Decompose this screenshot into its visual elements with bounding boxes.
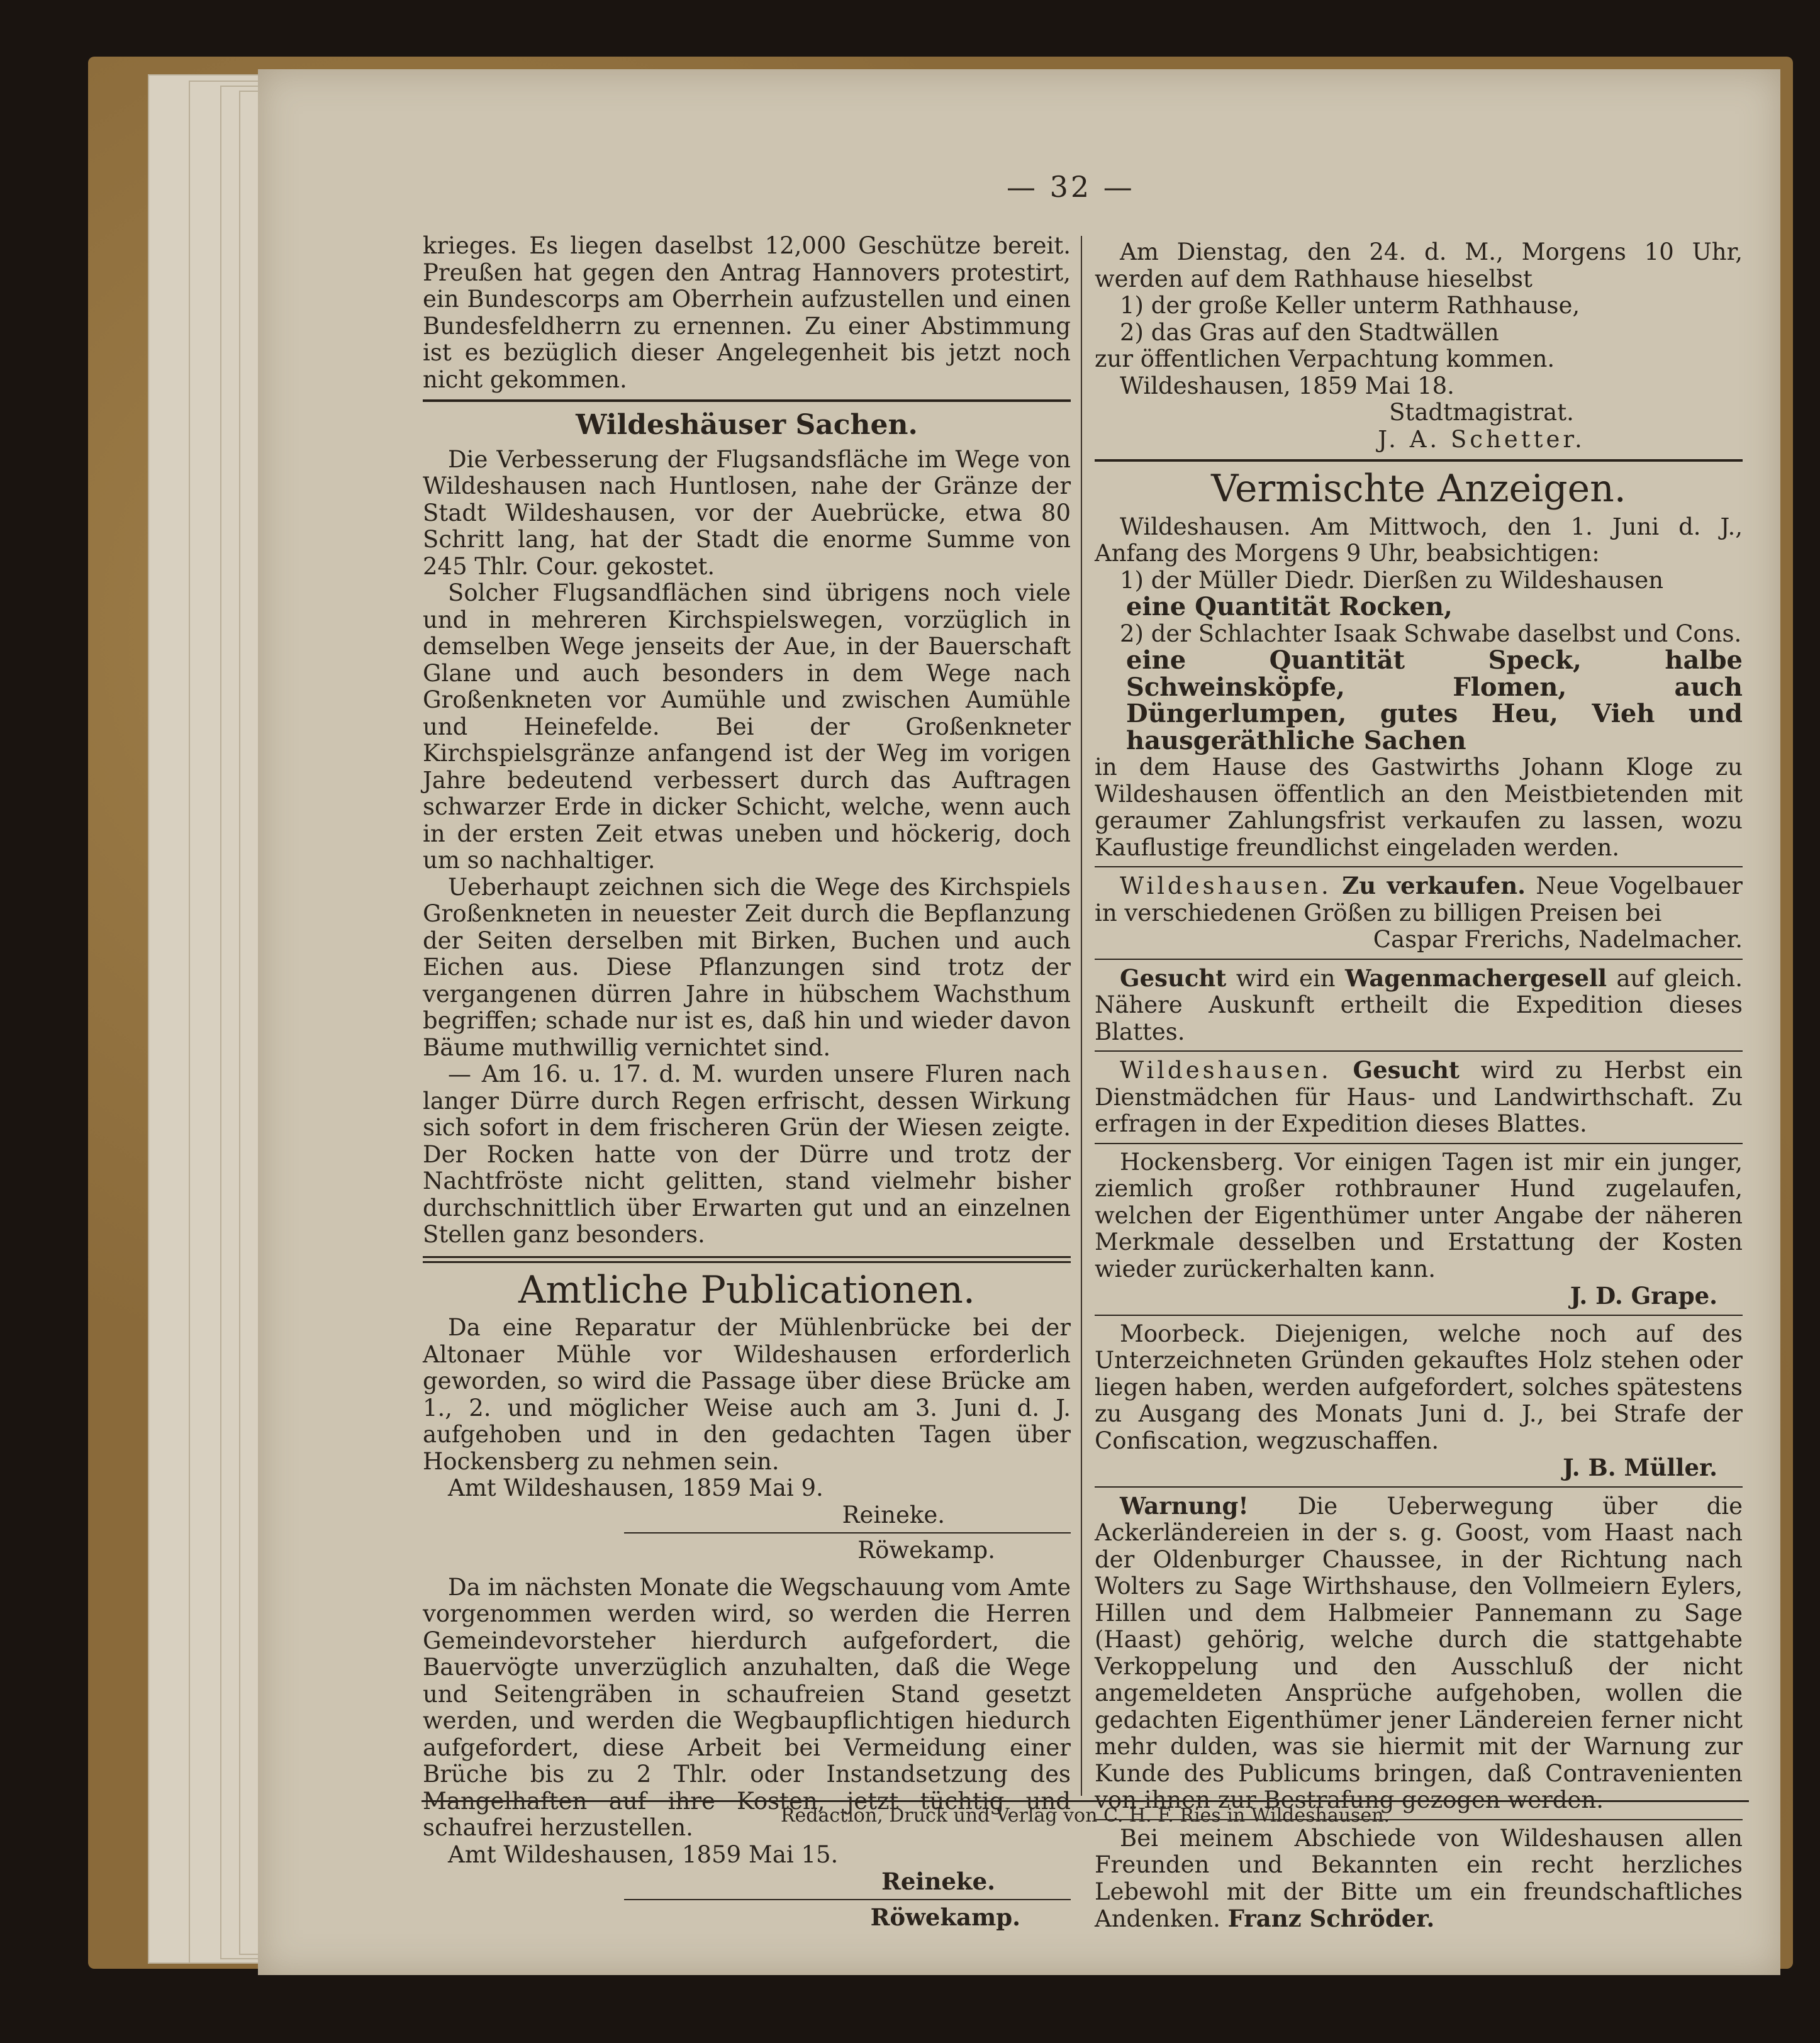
ad-place: Wildeshausen. (1120, 872, 1332, 899)
signature: Franz Schröder. (1227, 1905, 1435, 1932)
intro-paragraph: krieges. Es liegen daselbst 12,000 Geschütze bereit. Preußen hat gegen den Antrag Hannovers protestirt, ein Bundescorps am Oberrhein aufzustellen und einen Bundesfeldherrn zu ernennen. Zu einer Abstimmung ist es bezüglich dieser Angelegenheit bis jetzt noch nicht gekommen. (423, 232, 1071, 393)
ad-paragraph: Moorbeck. Diejenigen, welche noch auf des Unterzeichneten Gründen gekauftes Holz stehen oder liegen haben, werden aufgefordert, solches spätestens zu Ausgang des Monats Juni d. J., bei Strafe der Confiscation, wegzuschaffen. (1095, 1320, 1743, 1454)
divider (1095, 459, 1743, 462)
ad-heading: Warnung! (1120, 1491, 1249, 1520)
notice-date: Wildeshausen, 1859 Mai 18. (1120, 372, 1454, 399)
ad-text: wird zu Herbst ein Dienstmädchen für Haus- und Landwirthschaft. Zu erfragen in der Expedition dieses Blattes. (1095, 1057, 1743, 1137)
notice-date: Amt Wildeshausen, 1859 Mai 9. (448, 1474, 823, 1501)
signature: J. A. Schetter. (1378, 425, 1585, 453)
notice-item: 2) das Gras auf den Stadtwällen (1120, 318, 1499, 346)
ad-heading: Wagenmachergesell (1345, 964, 1607, 992)
ad-text: auf gleich. Nähere Auskunft ertheilt die Expedition dieses Blattes. (1095, 964, 1743, 1045)
ad-paragraph (1095, 965, 1743, 1046)
ad-place: Wildeshausen. (1120, 1057, 1332, 1084)
signature: J. D. Grape. (1570, 1282, 1717, 1310)
ad-item-bold: eine Quantität Speck, halbe Schweinsköpfe, Flomen, auch Düngerlumpen, gutes Heu, Vieh und hausgeräthliche Sachen (1126, 645, 1743, 755)
notice-item: 1) der große Keller unterm Rathhause, (1120, 292, 1580, 319)
column-rule (1081, 236, 1082, 1796)
ad-item-bold: eine Quantität Rocken, (1126, 592, 1453, 621)
divider (423, 1256, 1071, 1263)
ad-text: Die Ueberwegung über die Ackerländereien in der s. g. Goost, vom Haast nach der Oldenburger Chaussee, in der Richtung nach Wolters zu Sage Wirthshause, den Vollmeiern Eylers, Hillen und dem Halbmeier Pannemann zu Sage (Haast) gehörig, welche durch die stattgehabte Verkoppelung und den Ausschluß der nicht angemeldeten Ansprüche aufgehoben, wollen die gedachten Eigenthümer jener Ländereien ferner nicht mehr dulden, was sie hiermit mit der Warnung zur Kunde des Publicums bringen, daß Contravenienten von ihnen zur Bestrafung gezogen werden. (1095, 1492, 1743, 1813)
ad-paragraph (1095, 1825, 1743, 1933)
divider (423, 399, 1071, 402)
signature: Röwekamp. (857, 1537, 995, 1564)
article-paragraph: Ueberhaupt zeichnen sich die Wege des Kirchspiels Großenkneten in neuester Zeit durch die Bepflanzung der Seiten derselben mit Birken, Buchen und auch Eichen aus. Diese Pflanzungen sind trotz der vergangenen dürren Jahre in hübschem Wachsthum begriffen; schade nur ist es, daß hin und wieder davon Bäume muthwillig vernichtet sind. (423, 873, 1071, 1061)
ad-paragraph (1095, 1493, 1743, 1814)
notice-paragraph: Am Dienstag, den 24. d. M., Morgens 10 Uhr, werden auf dem Rathhause hieselbst (1095, 238, 1743, 292)
ad-heading: Zu verkaufen. (1342, 872, 1526, 899)
signature: Röwekamp. (870, 1903, 1020, 1931)
ad-paragraph (1095, 872, 1743, 927)
imprint-footer: Redaction, Druck und Verlag von C. H. F. Ries in Wildeshausen. (422, 1800, 1749, 1827)
ad-text: Neue Vogelbauer in verschiedenen Größen zu billigen Preisen bei (1095, 872, 1743, 927)
left-column (423, 233, 1071, 1930)
divider (1095, 1315, 1743, 1316)
divider (1095, 959, 1743, 960)
ad-paragraph (1095, 1057, 1743, 1138)
ad-item: 1) der Müller Diedr. Dierßen zu Wildeshausen (1120, 566, 1664, 594)
ad-paragraph: Hockensberg. Vor einigen Tagen ist mir ein junger, ziemlich großer rothbrauner Hund zugelaufen, welchen der Eigenthümer unter Angabe der näheren Merkmale desselben und Erstattung der Kosten wieder zurückerhalten kann. (1095, 1148, 1743, 1283)
notice-paragraph: Da eine Reparatur der Mühlenbrücke bei der Altonaer Mühle vor Wildeshausen erforderlich geworden, so wird die Passage über diese Brücke am 1., 2. und möglicher Weise auch am 3. Juni d. J. aufgehoben und in den gedachten Tagen über Hockensberg zu nehmen sein. (423, 1314, 1071, 1475)
ad-heading: Gesucht (1353, 1056, 1460, 1084)
signature: Reineke. (881, 1868, 995, 1895)
divider (1095, 1143, 1743, 1144)
ad-text: Bei meinem Abschiede von Wildeshausen allen Freunden und Bekannten ein recht herzliches Lebewohl mit der Bitte um ein freundschaftliches Andenken. (1095, 1824, 1743, 1932)
article-paragraph: Die Verbesserung der Flugsandsfläche im Wege von Wildeshausen nach Huntlosen, nahe der Gränze der Stadt Wildeshausen, vor der Auebrücke, etwa 80 Schritt lang, hat der Stadt die enorme Summe von 245 Thlr. Cour. gekostet. (423, 445, 1071, 580)
signature: Reineke. (842, 1501, 945, 1528)
divider (624, 1532, 1071, 1534)
ad-item: 2) der Schlachter Isaak Schwabe daselbst und Cons. (1120, 620, 1742, 647)
section-title-amtliche: Amtliche Publicationen. (518, 1267, 975, 1312)
article-paragraph: — Am 16. u. 17. d. M. wurden unsere Fluren nach langer Dürre durch Regen erfrischt, dessen Wirkung sich sofort in dem frischeren Grün der Wiesen zeigte. Der Rocken hatte von der Dürre und trotz der Nachtfröste nicht gelitten, stand vielmehr bisher durchschnittlich über Erwarten gut und an einzelnen Stellen ganz besonders. (423, 1060, 1071, 1248)
article-paragraph: Solcher Flugsandflächen sind übrigens noch viele und in mehreren Kirchspielswegen, vorzüglich in demselben Wege jenseits der Aue, in der Bauerschaft Glane und auch besonders in dem Wege nach Großenkneten vor Aumühle und zwischen Aumühle und Heinefelde. Bei der Großenkneter Kirchspielsgränze anfangend ist der Weg im vorigen Jahre bedeutend verbessert durch das Auftragen schwarzer Erde in dicker Schicht, welche, wenn auch in der ersten Zeit etwas uneben und höckerig, doch um so nachhaltiger. (423, 579, 1071, 874)
right-column (1095, 239, 1743, 1933)
signature: Caspar Frerichs, Nadelmacher. (1373, 926, 1743, 953)
notice-paragraph: zur öffentlichen Verpachtung kommen. (1095, 345, 1555, 372)
page-number: — 32 — (1007, 170, 1135, 204)
notice-date: Amt Wildeshausen, 1859 Mai 15. (448, 1840, 839, 1868)
signature: J. B. Müller. (1563, 1454, 1717, 1481)
signature: Stadtmagistrat. (1389, 399, 1574, 426)
ad-paragraph: Wildeshausen. Am Mittwoch, den 1. Juni d. J., Anfang des Morgens 9 Uhr, beabsichtigen: (1095, 513, 1743, 567)
ad-paragraph: in dem Hause des Gastwirths Johann Kloge zu Wildeshausen öffentlich an den Meistbietenden mit geraumer Zahlungsfrist verkaufen zu lassen, wozu Kauflustige freundlichst eingeladen werden. (1095, 754, 1743, 861)
divider (624, 1899, 1071, 1900)
notice-paragraph: Da im nächsten Monate die Wegschauung vom Amte vorgenommen werden wird, so werden die Herren Gemeindevorsteher hierdurch aufgefordert, die Bauervögte unverzüglich anzuhalten, daß die Wege und Seitengräben in schaufreien Stand gesetzt werden, und werden die Wegbaupflichtigen hiedurch aufgefordert, diese Arbeit bei Vermeidung einer Brüche bis zu 2 Thlr. oder Instandsetzung des Mangelhaften auf ihre Kosten, jetzt tüchtig und schaufrei herzustellen. (423, 1573, 1071, 1841)
ad-text: wird ein (1236, 964, 1336, 992)
ad-heading: Gesucht (1120, 964, 1227, 992)
section-title-vermischte: Vermischte Anzeigen. (1211, 467, 1626, 511)
section-title-wildeshaeuser: Wildeshäuser Sachen. (576, 409, 918, 441)
divider (1095, 1050, 1743, 1052)
divider (1095, 1486, 1743, 1488)
divider (1095, 866, 1743, 867)
